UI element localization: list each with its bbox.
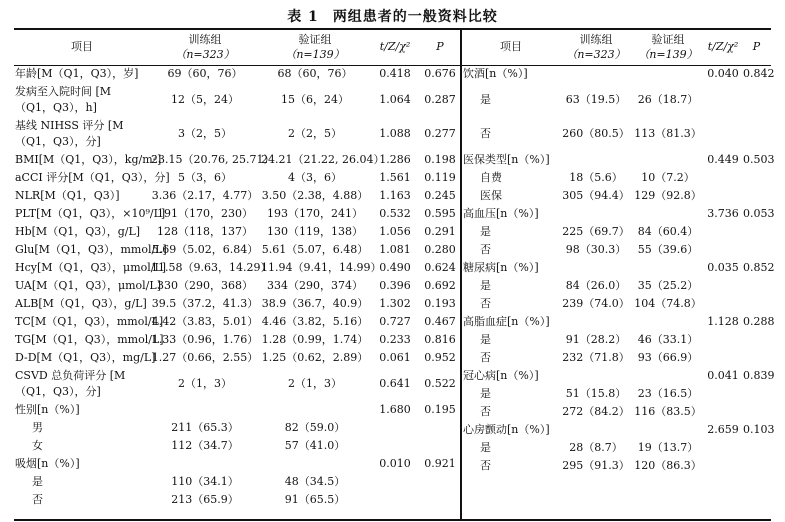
right-label-cell: 是 [480, 333, 491, 346]
right-stat-cell: 0.040 [707, 67, 739, 80]
left-valid-cell: 334（290，374） [267, 279, 363, 292]
header-valid-label: 验证组 [298, 32, 332, 46]
left-valid-cell: 82（59.0） [284, 421, 346, 434]
right-stat-cell [704, 295, 742, 313]
right-body [462, 65, 775, 475]
header-train-n: （n=323） [175, 47, 235, 61]
header-train-label: 训练组 [579, 32, 613, 46]
table-row [14, 169, 460, 187]
right-p-cell: 0.288 [743, 315, 775, 328]
right-label-cell: 否 [480, 243, 491, 256]
right-label-cell: 糖尿病[n（%）] [463, 261, 539, 274]
left-p-cell: 0.467 [424, 315, 456, 328]
right-train-cell: 84（26.0） [565, 279, 627, 292]
right-stat-cell [704, 403, 742, 421]
right-valid-cell [632, 367, 704, 385]
right-train-cell: 295（91.3） [562, 459, 630, 472]
right-train-cell [560, 151, 632, 169]
left-stat-cell: 0.396 [379, 279, 411, 292]
right-valid-cell: 104（74.8） [634, 297, 702, 310]
left-label-cell: 性别[n（%）] [15, 403, 80, 416]
header-p: P [436, 40, 444, 53]
left-p-cell: 0.198 [424, 153, 456, 166]
right-stat-cell [704, 439, 742, 457]
right-p-cell [742, 117, 771, 151]
table-row [14, 83, 460, 117]
left-p-cell: 0.245 [424, 189, 456, 202]
right-train-cell [560, 313, 632, 331]
left-label-cell: 男 [32, 421, 43, 434]
header-item: 项目 [71, 40, 93, 53]
table-row [14, 151, 460, 169]
left-p-cell: 0.277 [424, 127, 456, 140]
left-label-cell: NLR[M（Q1，Q3）] [15, 189, 120, 202]
left-stat-cell: 1.286 [379, 153, 411, 166]
right-train-cell: 272（84.2） [562, 405, 630, 418]
table-row [462, 205, 771, 223]
right-valid-cell: 35（25.2） [637, 279, 699, 292]
right-stat-cell [704, 187, 742, 205]
table-row [14, 241, 460, 259]
right-label-cell: 自费 [480, 171, 502, 184]
header-item: 项目 [500, 40, 522, 53]
header-stat: t/Z/χ² [379, 40, 411, 53]
left-train-cell: 11.58（9.63，14.29） [151, 261, 272, 274]
right-valid-cell: 10（7.2） [641, 171, 695, 184]
right-valid-cell: 120（86.3） [634, 459, 702, 472]
left-label-cell: BMI[M（Q1，Q3），kg/m²] [15, 153, 162, 166]
header-valid-n: （n=139） [285, 47, 345, 61]
table-row [14, 277, 460, 295]
right-p-cell [742, 277, 771, 295]
left-stat-cell: 0.061 [379, 351, 411, 364]
left-header-row [14, 28, 460, 65]
left-train-cell: 191（170，230） [157, 207, 253, 220]
header-train-n: （n=323） [566, 47, 626, 61]
right-valid-cell [632, 259, 704, 277]
left-train-cell [150, 455, 260, 473]
table-row [14, 205, 460, 223]
header-train [560, 28, 632, 65]
right-p-cell [742, 241, 771, 259]
right-valid-cell: 116（83.5） [634, 405, 702, 418]
left-train-cell: 3（2，5） [178, 127, 232, 140]
right-valid-cell: 23（16.5） [637, 387, 699, 400]
header-valid-n: （n=139） [638, 47, 698, 61]
left-train-cell: 1.27（0.66，2.55） [151, 351, 259, 364]
left-label-cell: 女 [32, 439, 43, 452]
right-p-cell [742, 439, 771, 457]
right-train-cell: 239（74.0） [562, 297, 630, 310]
left-p-cell: 0.287 [424, 93, 456, 106]
left-train-cell: 110（34.1） [171, 475, 239, 488]
left-p-cell: 0.816 [424, 333, 456, 346]
right-train-cell: 225（69.7） [562, 225, 630, 238]
right-stat-cell [704, 457, 742, 475]
left-p-cell: 0.624 [424, 261, 456, 274]
right-label-cell: 是 [480, 441, 491, 454]
table-row [14, 491, 460, 509]
right-valid-cell: 19（13.7） [637, 441, 699, 454]
left-p-cell: 0.692 [424, 279, 456, 292]
right-valid-cell: 113（81.3） [634, 127, 702, 140]
left-train-cell: 2（1，3） [178, 377, 232, 390]
right-label-cell: 是 [480, 225, 491, 238]
table-row [14, 223, 460, 241]
right-stat-cell: 1.128 [707, 315, 739, 328]
right-stat-cell [704, 169, 742, 187]
left-train-cell: 5（3，6） [178, 171, 232, 184]
right-label-cell: 是 [480, 387, 491, 400]
table-row [14, 437, 460, 455]
left-valid-cell: 15（6，24） [281, 93, 349, 106]
right-stat-cell [704, 223, 742, 241]
left-train-cell: 1.33（0.96，1.76） [151, 333, 259, 346]
left-label-cell: TC[M（Q1，Q3），mmol/L] [15, 315, 164, 328]
right-valid-cell: 129（92.8） [634, 189, 702, 202]
left-stat-cell: 0.233 [379, 333, 411, 346]
table-row [462, 457, 771, 475]
right-p-cell: 0.503 [743, 153, 775, 166]
table-row [14, 401, 460, 419]
table-row [14, 349, 460, 367]
left-stat-cell: 1.680 [379, 403, 411, 416]
right-train-cell [560, 421, 632, 439]
right-train-cell: 63（19.5） [565, 93, 627, 106]
right-p-cell [742, 457, 771, 475]
bottom-rule [14, 519, 771, 521]
table-row [462, 367, 771, 385]
table-row [14, 367, 460, 401]
left-train-cell [150, 401, 260, 419]
left-stat-cell: 1.302 [379, 297, 411, 310]
table-row [462, 241, 771, 259]
left-train-cell: 5.69（5.02，6.84） [151, 243, 259, 256]
right-valid-cell [632, 151, 704, 169]
left-stat-cell: 0.418 [379, 67, 411, 80]
right-stat-cell: 3.736 [707, 207, 739, 220]
right-stat-cell [704, 331, 742, 349]
left-valid-cell: 2（1，3） [288, 377, 342, 390]
left-train-cell: 4.42（3.83，5.01） [151, 315, 259, 328]
right-label-cell: 心房颤动[n（%）] [463, 423, 550, 436]
right-stat-cell: 0.449 [707, 153, 739, 166]
right-label-cell: 冠心病[n（%）] [463, 369, 539, 382]
left-label-cell: PLT[M（Q1，Q3），×10⁹/L] [15, 207, 166, 220]
right-p-cell: 0.852 [743, 261, 775, 274]
left-stat-cell: 1.056 [379, 225, 411, 238]
right-p-cell [742, 83, 771, 117]
left-train-cell: 12（5，24） [171, 93, 239, 106]
right-stat-cell [704, 277, 742, 295]
left-stat-cell [370, 473, 420, 491]
right-train-cell [560, 367, 632, 385]
right-stat-cell: 0.035 [707, 261, 739, 274]
table-row [14, 331, 460, 349]
table-row [462, 259, 771, 277]
table-row [14, 473, 460, 491]
right-p-cell: 0.053 [743, 207, 775, 220]
left-stat-cell: 0.010 [379, 457, 411, 470]
left-train-cell: 69（60，76） [167, 67, 243, 80]
right-label-cell: 饮酒[n（%）] [463, 67, 528, 80]
right-label-cell: 否 [480, 405, 491, 418]
table-row [462, 349, 771, 367]
left-label-cell: D-D[M（Q1，Q3），mg/L] [15, 351, 156, 364]
left-stat-cell: 0.727 [379, 315, 411, 328]
right-stat-cell [704, 349, 742, 367]
left-stat-cell: 0.532 [379, 207, 411, 220]
left-p-cell [420, 419, 460, 437]
right-label-cell: 医保类型[n（%）] [463, 153, 550, 166]
left-body [14, 65, 460, 509]
left-stat-cell: 1.088 [379, 127, 411, 140]
right-label-cell: 是 [480, 93, 491, 106]
right-valid-cell [632, 205, 704, 223]
left-label-cell: 否 [32, 493, 43, 506]
left-stat-cell: 1.081 [379, 243, 411, 256]
right-p-cell [742, 331, 771, 349]
left-stat-cell [370, 419, 420, 437]
table-row [14, 455, 460, 473]
right-p-cell [742, 169, 771, 187]
right-train-cell: 232（71.8） [562, 351, 630, 364]
table-row [14, 295, 460, 313]
right-stat-cell [704, 241, 742, 259]
table-row [462, 65, 771, 83]
table-row [462, 439, 771, 457]
table-row [462, 83, 771, 117]
left-p-cell: 0.119 [424, 171, 456, 184]
left-train-cell: 3.36（2.17，4.77） [151, 189, 259, 202]
table-row [462, 223, 771, 241]
left-valid-cell: 1.25（0.62，2.89） [261, 351, 369, 364]
table-row [14, 313, 460, 331]
left-p-cell: 0.676 [424, 67, 456, 80]
left-valid-cell: 57（41.0） [284, 439, 346, 452]
right-label-cell: 否 [480, 297, 491, 310]
header-valid [260, 28, 370, 65]
right-stat-cell [704, 117, 742, 151]
left-valid-cell [260, 401, 370, 419]
right-label-cell: 否 [480, 459, 491, 472]
right-p-cell: 0.842 [743, 67, 775, 80]
left-stat-cell: 1.561 [379, 171, 411, 184]
left-label-cell: Glu[M（Q1，Q3），mmol/L] [15, 243, 167, 256]
left-train-cell: 211（65.3） [171, 421, 239, 434]
right-stat-cell [704, 83, 742, 117]
header-stat: t/Z/χ² [707, 40, 739, 53]
left-label-cell: UA[M（Q1，Q3），μmol/L] [15, 279, 161, 292]
right-panel-table [462, 28, 775, 475]
left-train-cell: 39.5（37.2，41.3） [151, 297, 259, 310]
left-train-cell: 213（65.9） [171, 493, 239, 506]
header-valid [632, 28, 704, 65]
left-p-cell: 0.522 [424, 377, 456, 390]
header-valid-label: 验证组 [651, 32, 685, 46]
left-valid-cell: 38.9（36.7，40.9） [261, 297, 369, 310]
left-stat-cell: 1.163 [379, 189, 411, 202]
right-train-cell: 18（5.6） [569, 171, 623, 184]
table-row [14, 187, 460, 205]
right-train-cell [560, 65, 632, 83]
left-label-cell: 年龄[M（Q1，Q3），岁] [15, 67, 139, 80]
right-valid-cell [632, 421, 704, 439]
left-stat-cell [370, 491, 420, 509]
left-valid-cell: 4.46（3.82，5.16） [261, 315, 369, 328]
table-row [14, 419, 460, 437]
table-row [462, 277, 771, 295]
right-train-cell: 305（94.4） [562, 189, 630, 202]
right-label-cell: 医保 [480, 189, 502, 202]
right-train-cell [560, 259, 632, 277]
header-train [150, 28, 260, 65]
right-p-cell [742, 403, 771, 421]
left-valid-cell [260, 455, 370, 473]
left-valid-cell: 4（3，6） [288, 171, 342, 184]
right-train-cell: 98（30.3） [565, 243, 627, 256]
left-label-cell: 是 [32, 475, 43, 488]
right-valid-cell [632, 65, 704, 83]
table-row [462, 295, 771, 313]
left-p-cell: 0.280 [424, 243, 456, 256]
right-p-cell [742, 385, 771, 403]
table-row [462, 403, 771, 421]
right-valid-cell: 26（18.7） [637, 93, 699, 106]
left-p-cell: 0.291 [424, 225, 456, 238]
right-valid-cell: 93（66.9） [637, 351, 699, 364]
right-label-cell: 高脂血症[n（%）] [463, 315, 550, 328]
right-p-cell: 0.839 [743, 369, 775, 382]
right-valid-cell [632, 313, 704, 331]
left-p-cell: 0.195 [424, 403, 456, 416]
right-stat-cell [704, 385, 742, 403]
header-train-label: 训练组 [188, 32, 222, 46]
right-header-row [462, 28, 771, 65]
table-row [462, 117, 771, 151]
left-label-cell: 发病至入院时间 [M（Q1，Q3），h] [15, 85, 112, 114]
left-valid-cell: 91（65.5） [284, 493, 346, 506]
left-stat-cell: 0.490 [379, 261, 411, 274]
right-label-cell: 否 [480, 127, 491, 140]
left-label-cell: 基线 NIHSS 评分 [M（Q1，Q3），分] [15, 119, 124, 148]
table-row [462, 169, 771, 187]
right-train-cell: 260（80.5） [562, 127, 630, 140]
right-stat-cell: 0.041 [707, 369, 739, 382]
left-label-cell: ALB[M（Q1，Q3），g/L] [15, 297, 147, 310]
right-p-cell [742, 349, 771, 367]
left-stat-cell: 0.641 [379, 377, 411, 390]
right-p-cell [742, 187, 771, 205]
right-p-cell [742, 223, 771, 241]
table-number: 表 1 [287, 9, 319, 25]
left-label-cell: CSVD 总负荷评分 [M（Q1，Q3），分] [15, 369, 126, 398]
right-train-cell: 91（28.2） [565, 333, 627, 346]
right-valid-cell: 84（60.4） [637, 225, 699, 238]
right-stat-cell: 2.659 [707, 423, 739, 436]
table-title [0, 6, 785, 26]
left-valid-cell: 68（60，76） [277, 67, 353, 80]
left-train-cell: 128（118，137） [157, 225, 253, 238]
table-row [14, 117, 460, 151]
header-p: P [752, 40, 761, 53]
left-valid-cell: 2（2，5） [288, 127, 342, 140]
left-p-cell [420, 437, 460, 455]
left-label-cell: aCCI 评分[M（Q1，Q3），分] [15, 171, 170, 184]
table-row [462, 151, 771, 169]
left-p-cell: 0.952 [424, 351, 456, 364]
right-valid-cell: 55（39.6） [637, 243, 699, 256]
left-label-cell: Hcy[M（Q1，Q3），μmol/L] [15, 261, 167, 274]
left-train-cell: 23.15（20.76, 25.71） [151, 153, 275, 166]
left-p-cell: 0.595 [424, 207, 456, 220]
left-stat-cell [370, 437, 420, 455]
right-label-cell: 高血压[n（%）] [463, 207, 539, 220]
left-label-cell: Hb[M（Q1，Q3），g/L] [15, 225, 141, 238]
left-valid-cell: 1.28（0.99，1.74） [261, 333, 369, 346]
left-label-cell: 吸烟[n（%）] [15, 457, 80, 470]
table-row [462, 313, 771, 331]
left-p-cell: 0.193 [424, 297, 456, 310]
left-p-cell [420, 473, 460, 491]
left-valid-cell: 5.61（5.07，6.48） [261, 243, 369, 256]
left-train-cell: 330（290，368） [157, 279, 253, 292]
left-train-cell: 112（34.7） [171, 439, 239, 452]
left-valid-cell: 11.94（9.41，14.99） [261, 261, 382, 274]
left-panel-table [14, 28, 460, 509]
right-train-cell: 51（15.8） [565, 387, 627, 400]
table-row [462, 331, 771, 349]
right-valid-cell: 46（33.1） [637, 333, 699, 346]
left-valid-cell: 130（119，138） [267, 225, 363, 238]
left-valid-cell: 3.50（2.38，4.88） [261, 189, 369, 202]
table-row [14, 259, 460, 277]
right-label-cell: 否 [480, 351, 491, 364]
right-p-cell: 0.103 [743, 423, 775, 436]
table-caption: 两组患者的一般资料比较 [332, 9, 498, 25]
left-valid-cell: 48（34.5） [284, 475, 346, 488]
left-label-cell: TG[M（Q1，Q3），mmol/L] [15, 333, 164, 346]
right-train-cell [560, 205, 632, 223]
table-row [462, 385, 771, 403]
left-p-cell [420, 491, 460, 509]
right-p-cell [742, 295, 771, 313]
left-valid-cell: 24.21（21.22, 26.04） [261, 153, 385, 166]
right-label-cell: 是 [480, 279, 491, 292]
left-p-cell: 0.921 [424, 457, 456, 470]
table-row [462, 187, 771, 205]
right-train-cell: 28（8.7） [569, 441, 623, 454]
left-valid-cell: 193（170，241） [267, 207, 363, 220]
table-row [14, 65, 460, 83]
table-row [462, 421, 771, 439]
left-stat-cell: 1.064 [379, 93, 411, 106]
